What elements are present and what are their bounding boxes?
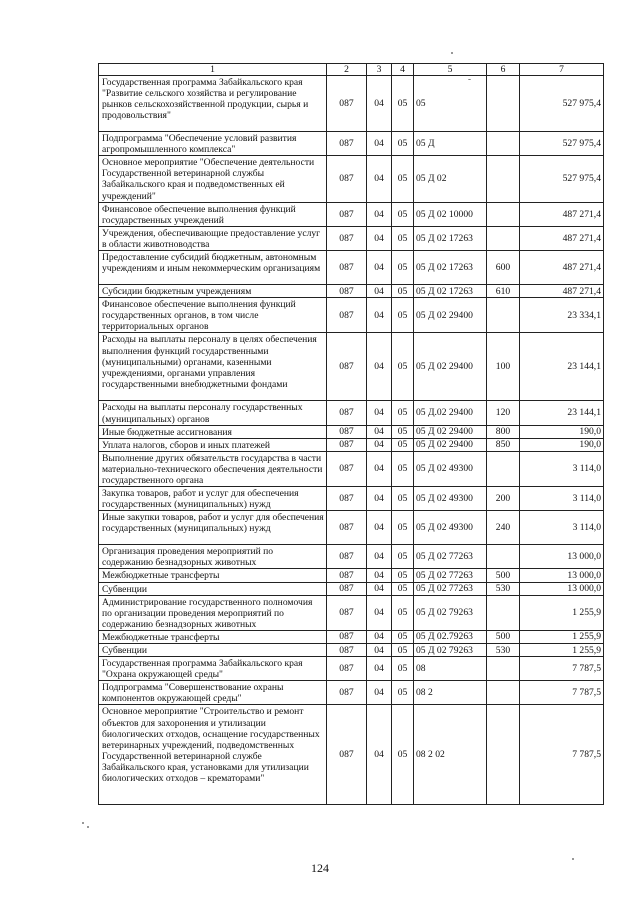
column-header: 7 [520, 64, 604, 76]
grbs-cell: 087 [327, 705, 367, 805]
expense-type-cell [487, 132, 520, 156]
amount-cell: 1 255,9 [520, 630, 604, 643]
row-name-cell: Учреждения, обеспечивающие предоставление услуг в области животноводства [99, 226, 327, 250]
table-row [99, 425, 604, 438]
grbs-cell: 087 [327, 644, 367, 657]
amount-cell: 190,0 [520, 425, 604, 438]
amount-cell: 487 271,4 [520, 285, 604, 298]
subsection-cell: 05 [392, 251, 414, 285]
grbs-cell: 087 [327, 425, 367, 438]
row-name-cell: Подпрограмма "Совершенствование охраны компонентов окружающей среды" [99, 681, 327, 705]
row-name-cell: Субсидии бюджетным учреждениям [99, 285, 327, 298]
header-row [99, 64, 604, 76]
row-name-cell: Подпрограмма "Обеспечение условий развития агропромышленного комплекса" [99, 132, 327, 156]
column-header: 5 [414, 64, 487, 76]
expense-type-cell [487, 595, 520, 630]
section-cell: 04 [367, 401, 392, 425]
expense-type-cell [487, 226, 520, 250]
grbs-cell: 087 [327, 451, 367, 486]
section-cell: 04 [367, 298, 392, 333]
table-row [99, 681, 604, 705]
grbs-cell: 087 [327, 76, 367, 132]
subsection-cell: 05 [392, 545, 414, 569]
table-row [99, 511, 604, 545]
table-row [99, 595, 604, 630]
row-name-cell: Расходы на выплаты персоналу государственных (муниципальных) органов [99, 401, 327, 425]
scan-speck [468, 79, 471, 80]
section-cell: 04 [367, 644, 392, 657]
target-article-cell: 05 Д 02 29400 [414, 333, 487, 401]
grbs-cell: 087 [327, 511, 367, 545]
section-cell: 04 [367, 202, 392, 226]
section-cell: 04 [367, 76, 392, 132]
section-cell: 04 [367, 681, 392, 705]
target-article-cell: 05 Д.02 29400 [414, 401, 487, 425]
expense-type-cell: 500 [487, 569, 520, 582]
table-row [99, 644, 604, 657]
section-cell: 04 [367, 438, 392, 451]
amount-cell: 487 271,4 [520, 226, 604, 250]
grbs-cell: 087 [327, 226, 367, 250]
amount-cell: 3 114,0 [520, 511, 604, 545]
section-cell: 04 [367, 705, 392, 805]
target-article-cell: 05 Д 02 77263 [414, 569, 487, 582]
table-row [99, 487, 604, 511]
amount-cell: 1 255,9 [520, 644, 604, 657]
expense-type-cell [487, 202, 520, 226]
row-name-cell: Государственная программа Забайкальского края "Развитие сельского хозяйства и регулирование рынков сельскохозяйственной продукции, сырья и продовольствия" [99, 76, 327, 132]
grbs-cell: 087 [327, 657, 367, 681]
section-cell: 04 [367, 657, 392, 681]
amount-cell: 23 144,1 [520, 333, 604, 401]
target-article-cell: 05 Д [414, 132, 487, 156]
subsection-cell: 05 [392, 582, 414, 595]
table-row [99, 438, 604, 451]
amount-cell: 487 271,4 [520, 202, 604, 226]
grbs-cell: 087 [327, 156, 367, 202]
scan-speck [87, 826, 89, 828]
expense-type-cell [487, 298, 520, 333]
row-name-cell: Уплата налогов, сборов и иных платежей [99, 438, 327, 451]
table-row [99, 251, 604, 285]
expense-type-cell [487, 681, 520, 705]
table-row [99, 76, 604, 132]
grbs-cell: 087 [327, 132, 367, 156]
row-name-cell: Государственная программа Забайкальского края "Охрана окружающей среды" [99, 657, 327, 681]
amount-cell: 13 000,0 [520, 545, 604, 569]
row-name-cell: Иные закупки товаров, работ и услуг для обеспечения государственных (муниципальных) нужд [99, 511, 327, 545]
amount-cell: 190,0 [520, 438, 604, 451]
subsection-cell: 05 [392, 511, 414, 545]
section-cell: 04 [367, 333, 392, 401]
expense-type-cell [487, 156, 520, 202]
row-name-cell: Выполнение других обязательств государства в части материально-технического обеспечения деятельности государственного органа [99, 451, 327, 486]
table-row [99, 569, 604, 582]
expense-type-cell: 800 [487, 425, 520, 438]
subsection-cell: 05 [392, 644, 414, 657]
section-cell: 04 [367, 545, 392, 569]
row-name-cell: Основное мероприятие "Строительство и ремонт объектов для захоронения и утилизации биологических отходов, оснащение государственных ветеринарных учреждений, подведомственных Государственной ветеринарной службе Забайкальского края, установками для утилизации биологических отходов – крематорами" [99, 705, 327, 805]
grbs-cell: 087 [327, 298, 367, 333]
grbs-cell: 087 [327, 582, 367, 595]
row-name-cell: Иные бюджетные ассигнования [99, 425, 327, 438]
table-row [99, 451, 604, 486]
table-row [99, 630, 604, 643]
section-cell: 04 [367, 226, 392, 250]
section-cell: 04 [367, 630, 392, 643]
amount-cell: 1 255,9 [520, 595, 604, 630]
expense-type-cell: 240 [487, 511, 520, 545]
table-row [99, 132, 604, 156]
row-name-cell: Закупка товаров, работ и услуг для обеспечения государственных (муниципальных) нужд [99, 487, 327, 511]
target-article-cell: 05 Д 02 17263 [414, 251, 487, 285]
row-name-cell: Субвенции [99, 644, 327, 657]
row-name-cell: Субвенции [99, 582, 327, 595]
row-name-cell: Межбюджетные трансферты [99, 630, 327, 643]
target-article-cell: 05 Д 02 49300 [414, 487, 487, 511]
table-row [99, 333, 604, 401]
expense-type-cell [487, 705, 520, 805]
subsection-cell: 05 [392, 657, 414, 681]
grbs-cell: 087 [327, 285, 367, 298]
expense-type-cell: 500 [487, 630, 520, 643]
expense-type-cell: 610 [487, 285, 520, 298]
grbs-cell: 087 [327, 251, 367, 285]
amount-cell: 3 114,0 [520, 451, 604, 486]
row-name-cell: Администрирование государственного полномочия по организации проведения мероприятий по содержанию безнадзорных животных [99, 595, 327, 630]
expense-type-cell [487, 76, 520, 132]
target-article-cell: 08 [414, 657, 487, 681]
grbs-cell: 087 [327, 595, 367, 630]
column-header: 6 [487, 64, 520, 76]
subsection-cell: 05 [392, 333, 414, 401]
table-row [99, 705, 604, 805]
target-article-cell: 08 2 [414, 681, 487, 705]
table-row [99, 401, 604, 425]
grbs-cell: 087 [327, 401, 367, 425]
target-article-cell: 05 Д 02.79263 [414, 630, 487, 643]
table-row [99, 202, 604, 226]
row-name-cell: Расходы на выплаты персоналу в целях обеспечения выполнения функций государственными (муниципальными) органами, казенными учреждениями, органами управления государственными внебюджетными фондами [99, 333, 327, 401]
section-cell: 04 [367, 595, 392, 630]
expense-type-cell: 530 [487, 582, 520, 595]
column-header: 2 [327, 64, 367, 76]
target-article-cell: 05 Д 02 77263 [414, 545, 487, 569]
subsection-cell: 05 [392, 630, 414, 643]
table-row [99, 226, 604, 250]
section-cell: 04 [367, 487, 392, 511]
row-name-cell: Межбюджетные трансферты [99, 569, 327, 582]
target-article-cell: 05 Д 02 49300 [414, 511, 487, 545]
section-cell: 04 [367, 569, 392, 582]
budget-table [98, 63, 604, 805]
target-article-cell: 05 Д 02 49300 [414, 451, 487, 486]
subsection-cell: 05 [392, 76, 414, 132]
amount-cell: 13 000,0 [520, 582, 604, 595]
target-article-cell: 05 Д 02 77263 [414, 582, 487, 595]
section-cell: 04 [367, 156, 392, 202]
expense-type-cell [487, 545, 520, 569]
amount-cell: 527 975,4 [520, 156, 604, 202]
amount-cell: 23 334,1 [520, 298, 604, 333]
section-cell: 04 [367, 132, 392, 156]
expense-type-cell: 530 [487, 644, 520, 657]
expense-type-cell [487, 451, 520, 486]
subsection-cell: 05 [392, 202, 414, 226]
column-header: 4 [392, 64, 414, 76]
table-row [99, 156, 604, 202]
subsection-cell: 05 [392, 226, 414, 250]
table-row [99, 298, 604, 333]
subsection-cell: 05 [392, 438, 414, 451]
expense-type-cell: 100 [487, 333, 520, 401]
grbs-cell: 087 [327, 545, 367, 569]
target-article-cell: 05 Д 02 79263 [414, 644, 487, 657]
target-article-cell: 05 Д 02 [414, 156, 487, 202]
amount-cell: 7 787,5 [520, 657, 604, 681]
amount-cell: 527 975,4 [520, 132, 604, 156]
grbs-cell: 087 [327, 438, 367, 451]
target-article-cell: 05 Д 02 10000 [414, 202, 487, 226]
section-cell: 04 [367, 582, 392, 595]
amount-cell: 7 787,5 [520, 681, 604, 705]
subsection-cell: 05 [392, 298, 414, 333]
table-row [99, 285, 604, 298]
row-name-cell: Финансовое обеспечение выполнения функций государственных учреждений [99, 202, 327, 226]
amount-cell: 23 144,1 [520, 401, 604, 425]
grbs-cell: 087 [327, 202, 367, 226]
subsection-cell: 05 [392, 595, 414, 630]
expense-type-cell: 200 [487, 487, 520, 511]
target-article-cell: 05 Д 02 29400 [414, 425, 487, 438]
table-row [99, 545, 604, 569]
amount-cell: 487 271,4 [520, 251, 604, 285]
expense-type-cell [487, 657, 520, 681]
table-row [99, 657, 604, 681]
column-header: 1 [99, 64, 327, 76]
grbs-cell: 087 [327, 333, 367, 401]
section-cell: 04 [367, 285, 392, 298]
expense-type-cell: 850 [487, 438, 520, 451]
amount-cell: 3 114,0 [520, 487, 604, 511]
subsection-cell: 05 [392, 705, 414, 805]
subsection-cell: 05 [392, 451, 414, 486]
scan-speck [82, 822, 84, 824]
column-header: 3 [367, 64, 392, 76]
subsection-cell: 05 [392, 487, 414, 511]
target-article-cell: 05 Д 02 29400 [414, 438, 487, 451]
target-article-cell: 05 Д 02 29400 [414, 298, 487, 333]
expense-type-cell: 600 [487, 251, 520, 285]
section-cell: 04 [367, 451, 392, 486]
amount-cell: 13 000,0 [520, 569, 604, 582]
section-cell: 04 [367, 251, 392, 285]
scan-speck [572, 858, 574, 860]
target-article-cell: 05 Д 02 79263 [414, 595, 487, 630]
expense-type-cell: 120 [487, 401, 520, 425]
row-name-cell: Организация проведения мероприятий по содержанию безнадзорных животных [99, 545, 327, 569]
page-number: 124 [311, 861, 329, 875]
row-name-cell: Предоставление субсидий бюджетным, автономным учреждениям и иным некоммерческим организациям [99, 251, 327, 285]
grbs-cell: 087 [327, 681, 367, 705]
target-article-cell: 08 2 02 [414, 705, 487, 805]
amount-cell: 527 975,4 [520, 76, 604, 132]
subsection-cell: 05 [392, 401, 414, 425]
target-article-cell: 05 [414, 76, 487, 132]
section-cell: 04 [367, 425, 392, 438]
grbs-cell: 087 [327, 487, 367, 511]
target-article-cell: 05 Д 02 17263 [414, 285, 487, 298]
table-body [99, 64, 604, 805]
section-cell: 04 [367, 511, 392, 545]
row-name-cell: Финансовое обеспечение выполнения функций государственных органов, в том числе территориальных органов [99, 298, 327, 333]
target-article-cell: 05 Д 02 17263 [414, 226, 487, 250]
amount-cell: 7 787,5 [520, 705, 604, 805]
subsection-cell: 05 [392, 132, 414, 156]
subsection-cell: 05 [392, 681, 414, 705]
subsection-cell: 05 [392, 569, 414, 582]
subsection-cell: 05 [392, 425, 414, 438]
scan-speck [451, 52, 453, 54]
grbs-cell: 087 [327, 569, 367, 582]
row-name-cell: Основное мероприятие "Обеспечение деятельности Государственной ветеринарной службы Забайкальского края и подведомственных ей учреждений" [99, 156, 327, 202]
grbs-cell: 087 [327, 630, 367, 643]
subsection-cell: 05 [392, 156, 414, 202]
table-row [99, 582, 604, 595]
subsection-cell: 05 [392, 285, 414, 298]
